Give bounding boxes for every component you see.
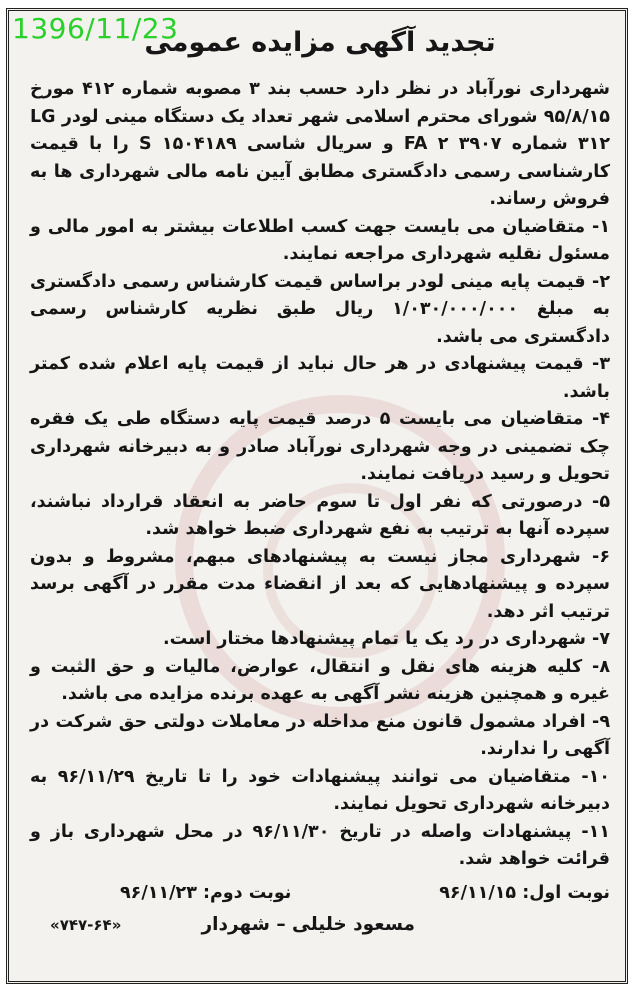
signatory: مسعود خلیلی – شهردار (201, 913, 415, 935)
list-item: ۲- قیمت پایه مینی لودر براساس قیمت کارشناس رسمی دادگستری به مبلغ ۱/۰۳۰/۰۰۰/۰۰۰ ریال طبق نظریه کارشناس رسمی دادگستری می باشد. (30, 271, 610, 347)
list-item: ۷- شهرداری در رد یک یا تمام پیشنهادها مختار است. (162, 629, 610, 649)
notice-body (30, 76, 610, 874)
auction-notice (30, 20, 610, 935)
publication-schedule (30, 878, 610, 908)
list-item: ۱- متقاضیان می بایست جهت کسب اطلاعات بیشتر به امور مالی و مسئول نقلیه شهرداری مراجعه نمایند. (30, 216, 610, 264)
list-item: ۱۰- متقاضیان می توانند پیشنهادات خود را تا تاریخ ۹۶/۱۱/۲۹ به دبیرخانه شهرداری تحویل نمایند. (30, 766, 610, 814)
list-item: ۵- درصورتی که نفر اول تا سوم حاضر به انعقاد قرارداد نباشند، سپرده آنها به ترتیب به نفع شهرداری ضبط خواهد شد. (30, 491, 610, 539)
list-item: ۴- متقاضیان می بایست ۵ درصد قیمت پایه دستگاه طی یک فقره چک تضمینی در وجه شهرداری نورآباد صادر و به دبیرخانه شهرداری تحویل و رسید دریافت نمایند. (30, 409, 610, 484)
list-item: ۸- کلیه هزینه های نقل و انتقال، عوارض، مالیات و حق الثبت و غیره و همچنین هزینه نشر آگهی به عهده برنده مزایده می باشد. (30, 656, 610, 704)
intro-paragraph: شهرداری نورآباد در نظر دارد حسب بند ۳ مصوبه شماره ۴۱۲ مورخ ۹۵/۸/۱۵ شورای محترم اسلامی شهر تعداد یک دستگاه مینی لودر LG ۳۱۲ شماره ۳۹۰۷ FA ۲ و سریال شاسی ۱۵۰۴۱۸۹ S را با قیمت کارشناسی رسمی دادگستری مطابق آیین نامه مالی شهرداری ها به فروش رساند. (30, 79, 611, 209)
date-stamp: 1396/11/23 (12, 12, 179, 45)
notice-title: تجدید آگهی مزایده عمومی (144, 27, 496, 58)
list-item: ۹- افراد مشمول قانون منع مداخله در معاملات دولتی حق شرکت در آگهی را ندارند. (30, 711, 610, 759)
list-item: ۶- شهرداری مجاز نیست به پیشنهادهای مبهم، مشروط و بدون سپرده و پیشنهادهایی که بعد از انقضاء مدت مقرر در آگهی برسد ترتیب اثر دهد. (30, 546, 610, 622)
first-publication: نوبت اول: ۹۶/۱۱/۱۵ (439, 882, 610, 903)
second-publication: نوبت دوم: ۹۶/۱۱/۲۳ (120, 882, 292, 903)
list-item: ۱۱- پیشنهادات واصله در تاریخ ۹۶/۱۱/۳۰ در محل شهرداری باز و قرائت خواهد شد. (30, 821, 610, 869)
list-item: ۳- قیمت پیشنهادی در هر حال نباید از قیمت پایه اعلام شده کمتر باشد. (30, 354, 610, 402)
signature-row (30, 914, 610, 935)
ad-code: «۷۴۷-۶۴» (50, 915, 122, 934)
